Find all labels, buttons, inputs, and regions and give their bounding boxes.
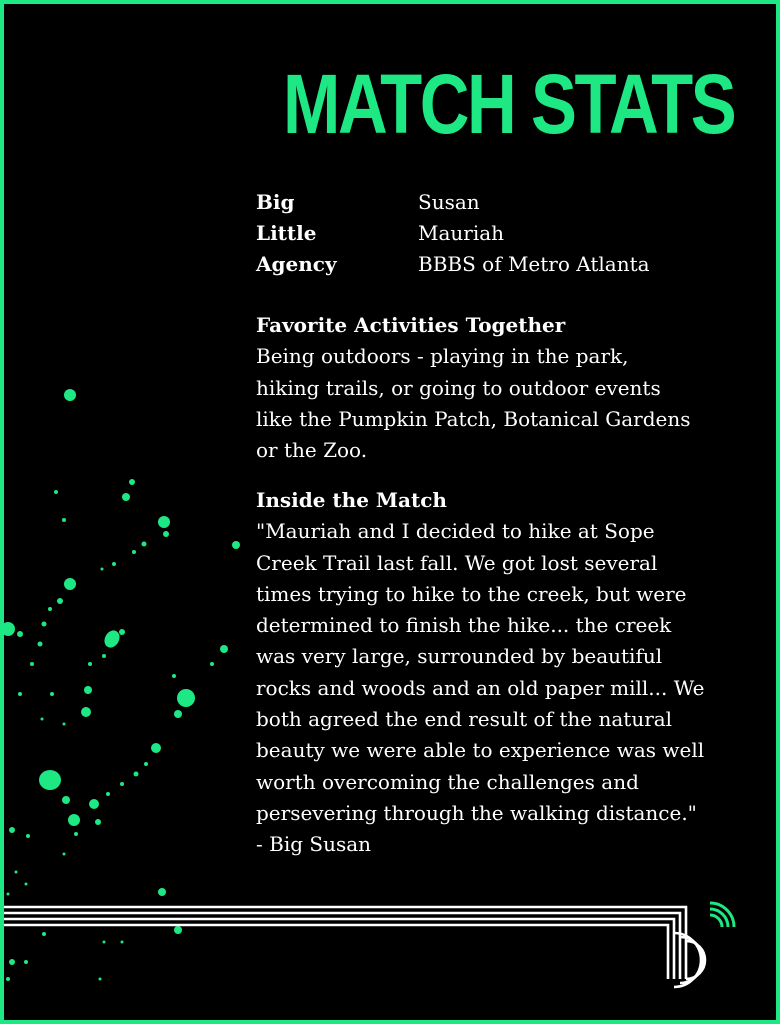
page-title: MATCH STATS [282, 57, 734, 151]
bbbs-logo-icon [4, 899, 776, 994]
stat-label: Big [256, 190, 295, 214]
stat-row-agency [256, 249, 650, 280]
stat-label: Agency [256, 252, 337, 276]
stat-row-little [256, 218, 650, 249]
stat-value: Susan [418, 190, 480, 214]
favorite-activities-heading: Favorite Activities Together [256, 313, 566, 337]
favorite-activities-text: Being outdoors - playing in the park, hiking trails, or going to outdoor events like the Pumpkin Patch, Botanical Gardens or the Zoo. [256, 344, 691, 463]
match-stats-list [256, 187, 650, 280]
stat-row-big [256, 187, 650, 218]
paint-splatter-decoration [4, 4, 264, 1004]
inside-the-match-quote: "Mauriah and I decided to hike at Sope Creek Trail last fall. We got lost several times trying to hike to the creek, but were determined to finish the hike... the creek was very large, surrounded by beautiful rocks and woods and an old paper mill... We both agreed the end result of the natural beauty we were able to experience was well worth overcoming the challenges and persevering through the walking distance." - Big Susan [256, 519, 705, 857]
inside-the-match-section [256, 485, 726, 861]
stat-value: Mauriah [418, 221, 505, 245]
stat-value: BBBS of Metro Atlanta [418, 252, 650, 276]
inside-the-match-heading: Inside the Match [256, 488, 447, 512]
favorite-activities-section [256, 310, 726, 466]
stat-label: Little [256, 221, 317, 245]
